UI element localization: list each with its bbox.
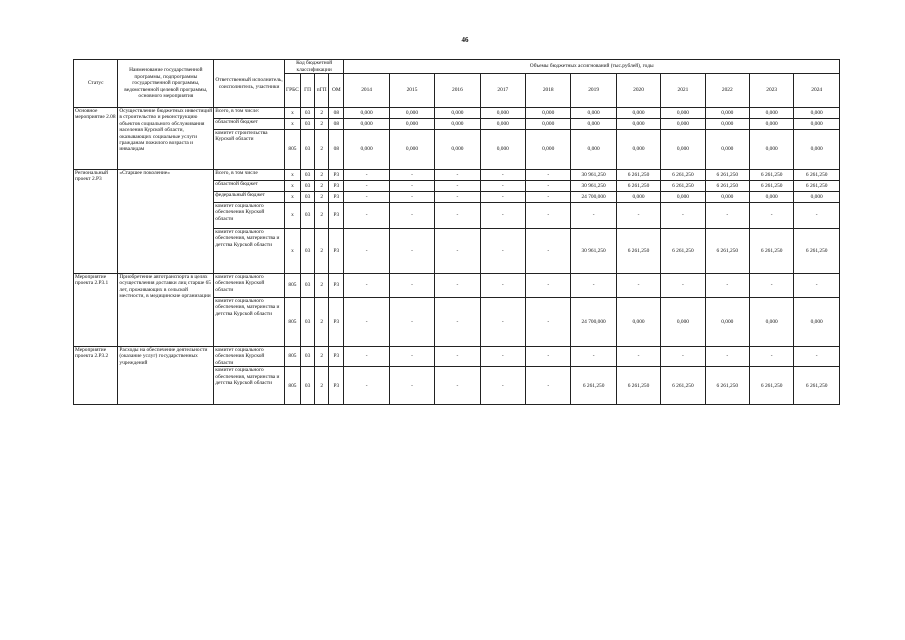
value-cell: - [705,274,749,298]
om-cell: 08 [329,108,344,119]
gp-cell: 03 [301,192,315,203]
executor-cell: областной бюджет [214,119,285,130]
value-cell: 0,000 [526,108,571,119]
value-cell: 0,000 [526,130,571,170]
value-cell: - [344,192,389,203]
pgp-cell: 2 [315,181,329,192]
header-year-7: 2021 [661,74,705,108]
grbs-cell: 805 [284,367,300,405]
value-cell: - [435,274,480,298]
pgp-cell: 2 [315,347,329,367]
budget-table [73,59,840,405]
value-cell: - [794,347,840,367]
executor-cell: комитет социального обеспечения, материнства и детства Курской области [214,229,285,274]
grbs-cell: х [284,192,300,203]
executor-cell: комитет социального обеспечения Курской области [214,203,285,229]
value-cell: - [435,181,480,192]
header-code-3: ОМ [329,74,344,108]
om-cell: Р3 [329,274,344,298]
value-cell: 6 261,250 [705,229,749,274]
value-cell: 0,000 [705,130,749,170]
value-cell: 0,000 [571,119,616,130]
table-row [74,274,840,298]
status-cell: Основное мероприятие 2.08 [74,108,118,170]
value-cell: - [616,347,660,367]
grbs-cell: 805 [284,298,300,347]
table-row [74,170,840,181]
value-cell: 0,000 [794,108,840,119]
table-body [74,108,840,405]
header-code-2: пГП [315,74,329,108]
value-cell: 6 261,250 [794,170,840,181]
value-cell: - [480,347,525,367]
gp-cell: 03 [301,108,315,119]
grbs-cell: х [284,181,300,192]
value-cell: 0,000 [750,298,794,347]
header-year-4: 2018 [526,74,571,108]
value-cell: 0,000 [661,108,705,119]
status-cell: Мероприятие проекта 2.Р3.1 [74,274,118,347]
value-cell: - [389,274,434,298]
value-cell: 0,000 [750,119,794,130]
value-cell: - [389,298,434,347]
value-cell: 6 261,250 [794,229,840,274]
value-cell: 0,000 [794,298,840,347]
value-cell: 0,000 [480,119,525,130]
value-cell: 6 261,250 [616,181,660,192]
value-cell: - [526,347,571,367]
pgp-cell: 2 [315,274,329,298]
value-cell: 24 700,000 [571,192,616,203]
pgp-cell: 2 [315,367,329,405]
value-cell: - [661,274,705,298]
value-cell: 6 261,250 [705,367,749,405]
value-cell: 6 261,250 [794,367,840,405]
header-name: Наименование государственной программы, подпрограммы государственной программы, ведомственной целевой программы, основного мероприятия [118,60,214,108]
name-cell: «Старшее поколение» [118,170,214,274]
header-year-5: 2019 [571,74,616,108]
value-cell: - [571,274,616,298]
value-cell: - [480,192,525,203]
value-cell: 0,000 [344,108,389,119]
name-cell: Осуществление бюджетных инвестиций в строительство и реконструкцию объектов социального обслуживания населения Курской области, оказывающих социальные услуги гражданам пожилого возраста и инвалидам [118,108,214,170]
executor-cell: Всего, в том числе [214,170,285,181]
value-cell: - [616,274,660,298]
executor-cell: комитет строительства Курской области [214,130,285,170]
gp-cell: 03 [301,274,315,298]
value-cell: 0,000 [661,192,705,203]
gp-cell: 03 [301,298,315,347]
table-row [74,347,840,367]
value-cell: 0,000 [435,119,480,130]
value-cell: 6 261,250 [750,229,794,274]
value-cell: 6 261,250 [661,229,705,274]
value-cell: - [526,274,571,298]
gp-cell: 03 [301,347,315,367]
value-cell: - [705,203,749,229]
value-cell: 6 261,250 [705,181,749,192]
grbs-cell: х [284,170,300,181]
value-cell: 30 961,250 [571,229,616,274]
executor-cell: комитет социального обеспечения, материнства и детства Курской области [214,298,285,347]
gp-cell: 03 [301,130,315,170]
value-cell: - [526,203,571,229]
executor-cell: областной бюджет [214,181,285,192]
pgp-cell: 2 [315,108,329,119]
value-cell: 6 261,250 [661,170,705,181]
grbs-cell: х [284,229,300,274]
value-cell: - [344,181,389,192]
value-cell: 6 261,250 [750,170,794,181]
value-cell: - [389,367,434,405]
pgp-cell: 2 [315,298,329,347]
header-executor: Ответственный исполнитель, соисполнитель, участники [214,60,285,108]
value-cell: 0,000 [661,119,705,130]
status-cell: Мероприятие проекта 2.Р3.2 [74,347,118,405]
value-cell: - [480,203,525,229]
value-cell: 0,000 [750,108,794,119]
value-cell: 0,000 [571,130,616,170]
value-cell: - [526,229,571,274]
value-cell: - [750,274,794,298]
value-cell: - [344,203,389,229]
name-cell: Расходы на обеспечение деятельности (оказание услуг) государственных учреждений [118,347,214,405]
value-cell: 0,000 [794,192,840,203]
table-row [74,108,840,119]
gp-cell: 03 [301,119,315,130]
header-code-1: ГП [301,74,315,108]
value-cell: - [389,229,434,274]
value-cell: - [480,367,525,405]
value-cell: - [389,181,434,192]
value-cell: 0,000 [616,130,660,170]
header-status: Статус [74,60,118,108]
value-cell: 0,000 [389,108,434,119]
om-cell: 08 [329,130,344,170]
value-cell: 0,000 [616,298,660,347]
pgp-cell: 2 [315,192,329,203]
value-cell: - [526,192,571,203]
value-cell: - [750,347,794,367]
om-cell: Р3 [329,203,344,229]
value-cell: 0,000 [389,119,434,130]
value-cell: 0,000 [750,130,794,170]
value-cell: 30 961,250 [571,170,616,181]
om-cell: Р3 [329,181,344,192]
value-cell: - [344,347,389,367]
value-cell: - [571,347,616,367]
value-cell: 0,000 [794,119,840,130]
value-cell: 0,000 [705,298,749,347]
value-cell: 0,000 [616,119,660,130]
status-cell: Региональный проект 2.Р3 [74,170,118,274]
value-cell: 0,000 [705,108,749,119]
header-year-8: 2022 [705,74,749,108]
value-cell: - [480,229,525,274]
value-cell: 0,000 [705,192,749,203]
value-cell: 0,000 [616,192,660,203]
value-cell: - [526,170,571,181]
value-cell: 0,000 [435,130,480,170]
value-cell: 6 261,250 [661,181,705,192]
value-cell: - [705,347,749,367]
header-code-group: Код бюджетной классификации [284,60,344,74]
value-cell: - [344,229,389,274]
value-cell: - [480,181,525,192]
executor-cell: Всего, в том числе: [214,108,285,119]
value-cell: 0,000 [661,298,705,347]
value-cell: 0,000 [344,119,389,130]
om-cell: Р3 [329,298,344,347]
name-cell: Приобретение автотранспорта в целях осуществления доставки лиц старше 65 лет, проживающих в сельской местности, в медицинские организации [118,274,214,347]
value-cell: 24 700,000 [571,298,616,347]
value-cell: 0,000 [794,130,840,170]
value-cell: 6 261,250 [616,229,660,274]
om-cell: Р3 [329,229,344,274]
value-cell: - [480,170,525,181]
header-year-6: 2020 [616,74,660,108]
value-cell: - [435,170,480,181]
value-cell: 0,000 [344,130,389,170]
value-cell: - [526,181,571,192]
page-number: 46 [461,36,469,44]
value-cell: - [389,347,434,367]
executor-cell: комитет социального обеспечения Курской области [214,347,285,367]
value-cell: - [344,367,389,405]
value-cell: - [389,170,434,181]
value-cell: - [480,298,525,347]
header-volumes-group: Объемы бюджетных ассигнований (тыс.рублей), годы [344,60,840,74]
value-cell: - [794,203,840,229]
value-cell: - [480,274,525,298]
gp-cell: 03 [301,229,315,274]
value-cell: 0,000 [389,130,434,170]
value-cell: - [661,347,705,367]
header-year-2: 2016 [435,74,480,108]
value-cell: 0,000 [526,119,571,130]
value-cell: 0,000 [435,108,480,119]
value-cell: - [435,298,480,347]
value-cell: - [526,298,571,347]
grbs-cell: 805 [284,130,300,170]
gp-cell: 03 [301,203,315,229]
pgp-cell: 2 [315,170,329,181]
executor-cell: комитет социального обеспечения, материнства и детства Курской области [214,367,285,405]
value-cell: 6 261,250 [705,170,749,181]
header-code-0: ГРБС [284,74,300,108]
header-year-1: 2015 [389,74,434,108]
value-cell: - [389,203,434,229]
value-cell: - [435,367,480,405]
value-cell: - [794,274,840,298]
om-cell: Р3 [329,192,344,203]
om-cell: Р3 [329,347,344,367]
value-cell: - [526,367,571,405]
om-cell: Р3 [329,367,344,405]
value-cell: - [344,170,389,181]
value-cell: 0,000 [616,108,660,119]
grbs-cell: х [284,108,300,119]
pgp-cell: 2 [315,203,329,229]
pgp-cell: 2 [315,119,329,130]
executor-cell: федеральный бюджет [214,192,285,203]
value-cell: 6 261,250 [750,367,794,405]
value-cell: 0,000 [750,192,794,203]
om-cell: Р3 [329,170,344,181]
value-cell: - [435,192,480,203]
value-cell: - [344,298,389,347]
value-cell: 0,000 [661,130,705,170]
value-cell: 0,000 [571,108,616,119]
grbs-cell: 805 [284,274,300,298]
gp-cell: 03 [301,181,315,192]
grbs-cell: х [284,119,300,130]
value-cell: - [750,203,794,229]
header-year-10: 2024 [794,74,840,108]
value-cell: 0,000 [705,119,749,130]
gp-cell: 03 [301,367,315,405]
value-cell: - [435,347,480,367]
value-cell: 6 261,250 [794,181,840,192]
value-cell: 0,000 [480,108,525,119]
value-cell: - [389,192,434,203]
value-cell: 6 261,250 [571,367,616,405]
value-cell: - [435,203,480,229]
value-cell: 6 261,250 [661,367,705,405]
value-cell: 6 261,250 [750,181,794,192]
grbs-cell: 805 [284,347,300,367]
value-cell: 6 261,250 [616,367,660,405]
value-cell: 0,000 [480,130,525,170]
value-cell: 6 261,250 [616,170,660,181]
value-cell: - [571,203,616,229]
pgp-cell: 2 [315,130,329,170]
header-year-9: 2023 [750,74,794,108]
header-year-0: 2014 [344,74,389,108]
value-cell: - [344,274,389,298]
value-cell: - [661,203,705,229]
executor-cell: комитет социального обеспечения Курской области [214,274,285,298]
gp-cell: 03 [301,170,315,181]
value-cell: - [435,229,480,274]
header-year-3: 2017 [480,74,525,108]
om-cell: 08 [329,119,344,130]
grbs-cell: х [284,203,300,229]
value-cell: - [616,203,660,229]
pgp-cell: 2 [315,229,329,274]
value-cell: 30 961,250 [571,181,616,192]
